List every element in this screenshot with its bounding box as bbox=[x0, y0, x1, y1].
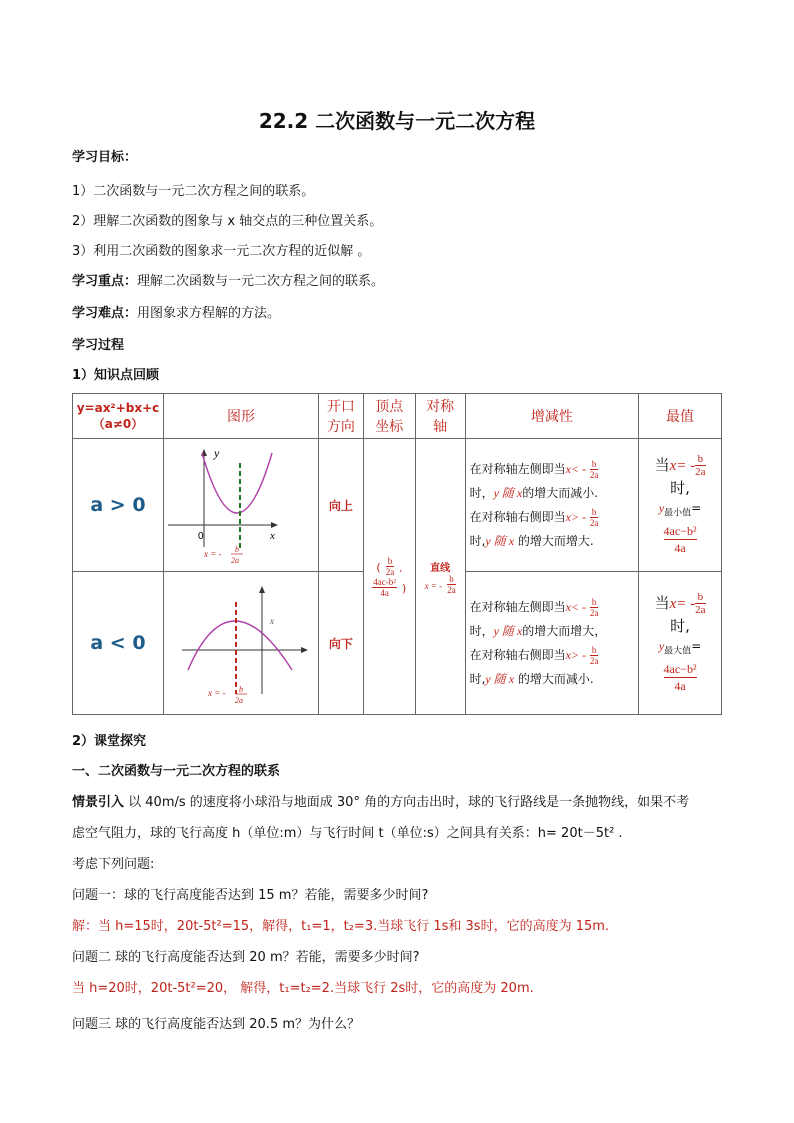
parabola-curve bbox=[188, 621, 292, 670]
vertex-close: ) bbox=[402, 581, 407, 595]
header-axis-l1: 对称 bbox=[426, 399, 455, 415]
vertex-cell bbox=[363, 439, 415, 715]
header-function-condition: （a≠0） bbox=[92, 417, 144, 431]
key-point-label: 学习重点： bbox=[72, 274, 138, 289]
axis-x-label: x = - bbox=[424, 580, 443, 591]
row2-cmp-gt: x> - bbox=[565, 648, 587, 662]
row2-max-den: 2a bbox=[695, 603, 706, 616]
question-3: 问题三 球的飞行高度能否达到 20.5 m？为什么？ bbox=[72, 1017, 361, 1032]
axis-den: 2a bbox=[447, 584, 456, 595]
row1-mono-l3-text: 在对称轴右侧即当 bbox=[469, 510, 566, 524]
row1-mono-l2c: 的增大而减小. bbox=[522, 486, 599, 500]
vertex-y-num: 4ac-b² bbox=[373, 576, 396, 587]
row2-max-d: 4a bbox=[674, 679, 686, 694]
header-vertex-l2: 坐标 bbox=[375, 419, 404, 435]
x-axis-label: x bbox=[269, 616, 274, 626]
row2-opening-direction: 向下 bbox=[318, 572, 363, 715]
header-vertex-l1: 顶点 bbox=[375, 399, 404, 415]
knowledge-table bbox=[72, 393, 722, 715]
axis-frac-denominator: 2a bbox=[234, 696, 243, 705]
symmetry-axis-cell bbox=[415, 439, 465, 715]
header-extremum: 最值 bbox=[639, 394, 722, 439]
row1-mono-line4 bbox=[470, 529, 639, 553]
row1-max-y: y bbox=[658, 500, 665, 515]
row2-cmp-lt: x< - bbox=[565, 600, 587, 614]
downward-parabola-graph bbox=[166, 572, 316, 710]
explore-heading: 2）课堂探究 bbox=[72, 734, 147, 749]
x-axis-arrow-icon bbox=[271, 522, 278, 528]
row2-mono-line2 bbox=[470, 619, 639, 643]
vertex-x-frac bbox=[386, 556, 395, 577]
scenario-text1: 以 40m/s 的速度将小球沿与地面成 30° 角的方向击出时，球的飞行路线是一条抛物线，如果不考 bbox=[124, 795, 690, 810]
page-title: 22.2 二次函数与一元二次方程 bbox=[258, 109, 536, 133]
row2-mono-l4c: 的增大而减小. bbox=[514, 672, 594, 686]
axis-text: 直线 bbox=[430, 562, 451, 574]
row1-mono-line1 bbox=[470, 457, 639, 481]
row1-max-time: 时, bbox=[670, 478, 690, 497]
row1-max-den: 2a bbox=[695, 465, 706, 478]
row1-mono-num1: b bbox=[591, 459, 597, 469]
scenario-line2: 虑空气阻力，球的飞行高度 h（单位:m）与飞行时间 t（单位:s）之间具有关系：h= 20t－5t² . bbox=[72, 826, 623, 841]
row2-max-time: 时, bbox=[670, 616, 690, 635]
row2-mono-l1-text: 在对称轴左侧即当 bbox=[469, 600, 566, 614]
row1-max-eq: = bbox=[691, 500, 702, 515]
scenario-line1 bbox=[72, 791, 689, 810]
row1-mono-l2a: 时， bbox=[469, 486, 494, 500]
row2-mono-line1 bbox=[470, 595, 639, 619]
process-heading: 学习过程 bbox=[72, 338, 125, 353]
row2-mono-l4a: 时, bbox=[469, 672, 486, 686]
row2-mono-line3 bbox=[470, 643, 639, 667]
row1-mono-l1-text: 在对称轴左侧即当 bbox=[469, 462, 566, 476]
row2-graph bbox=[163, 572, 318, 715]
row1-mono-line3 bbox=[470, 505, 639, 529]
header-graph: 图形 bbox=[163, 394, 318, 439]
row2-mono-num2: b bbox=[591, 645, 597, 655]
row1-mono-num2: b bbox=[591, 507, 597, 517]
answer-2: 当 h=20时，20t-5t²=20， 解得，t₁=t₂=2.当球飞行 2s时，它的高度为 20m. bbox=[72, 981, 534, 996]
row2-max-num: b bbox=[695, 591, 705, 604]
row2-monotonicity bbox=[465, 572, 639, 715]
question-1: 问题一：球的飞行高度能否达到 15 m？若能，需要多少时间? bbox=[72, 888, 429, 903]
objective-item: 3）利用二次函数的图象求一元二次方程的近似解 。 bbox=[72, 244, 371, 259]
answer-1: 解：当 h=15时，20t-5t²=15，解得，t₁=1，t₂=3.当球飞行 1s和 3s时，它的高度为 15m. bbox=[72, 919, 610, 934]
vertex-comma: , bbox=[399, 563, 403, 574]
row2-max-line3 bbox=[639, 636, 721, 661]
axis-frac bbox=[447, 574, 456, 595]
row2-max-n: 4ac−b² bbox=[663, 662, 697, 677]
scenario-label: 情景引入 bbox=[72, 795, 125, 810]
row1-monotonicity bbox=[465, 439, 639, 572]
row1-extremum bbox=[639, 439, 722, 572]
axis-frac-denominator: 2a bbox=[230, 556, 239, 565]
row1-cmp-lt: x< - bbox=[565, 462, 587, 476]
row1-opening-direction: 向上 bbox=[318, 439, 363, 572]
row2-max-x: x= - bbox=[669, 595, 696, 612]
row1-max-x: x= - bbox=[669, 457, 696, 474]
objective-item: 2）理解二次函数的图象与 x 轴交点的三种位置关系。 bbox=[72, 214, 383, 229]
row2-mono-l2c: 的增大而增大， bbox=[522, 624, 607, 638]
vertex-x-num: b bbox=[387, 555, 393, 566]
header-opening-l2: 方向 bbox=[326, 419, 355, 435]
row1-graph bbox=[163, 439, 318, 572]
upward-parabola-graph bbox=[166, 439, 316, 567]
row2-mono-l2a: 时， bbox=[469, 624, 494, 638]
axis-frac-numerator: b bbox=[234, 545, 239, 554]
x-axis-arrow-icon bbox=[301, 647, 308, 653]
row1-max-line1 bbox=[639, 453, 721, 478]
row1-cmp-gt: x> - bbox=[565, 510, 587, 524]
header-axis bbox=[415, 394, 465, 439]
axis-frac-numerator: b bbox=[238, 685, 243, 694]
row2-max-sub: 最大值 bbox=[664, 646, 692, 657]
axis-num: b bbox=[449, 573, 454, 584]
row1-max-n: 4ac−b² bbox=[663, 524, 697, 539]
row2-max-line1 bbox=[639, 591, 721, 616]
row2-mono-num1: b bbox=[591, 597, 597, 607]
row1-min-sub: 最小值 bbox=[664, 508, 692, 519]
question-2: 问题二 球的飞行高度能否达到 20 m？若能，需要多少时间? bbox=[72, 950, 420, 965]
difficulty-label: 学习难点： bbox=[72, 306, 138, 321]
vertex-x-den: 2a bbox=[385, 566, 395, 577]
row1-mono-l4a: 时, bbox=[469, 534, 486, 548]
consider-text: 考虑下列问题: bbox=[72, 857, 155, 872]
axis-equation-label: x = - bbox=[207, 688, 226, 698]
row1-condition: a > 0 bbox=[73, 439, 164, 572]
row1-mono-l2b: y 随 x bbox=[493, 486, 523, 500]
row1-max-line3 bbox=[639, 498, 721, 523]
key-point bbox=[72, 270, 384, 289]
header-function bbox=[73, 394, 164, 439]
header-function-formula: y=ax²+bx+c bbox=[76, 401, 160, 415]
vertex-open: ( bbox=[376, 560, 381, 574]
row2-max-eq: = bbox=[691, 638, 702, 653]
row1-max-d: 4a bbox=[674, 541, 686, 556]
parabola-curve bbox=[202, 453, 272, 513]
row1-mono-l4b: y 随 x bbox=[485, 534, 515, 548]
row2-extremum bbox=[639, 572, 722, 715]
header-axis-l2: 轴 bbox=[433, 419, 448, 435]
row1-max-num: b bbox=[695, 453, 705, 466]
row1-mono-l4c: 的增大而增大. bbox=[514, 534, 594, 548]
header-opening bbox=[318, 394, 363, 439]
row1-mono-line2 bbox=[470, 481, 639, 505]
difficulty-text: 用图象求方程解的方法。 bbox=[137, 306, 281, 321]
row2-max-frac bbox=[664, 661, 697, 694]
header-vertex bbox=[363, 394, 415, 439]
row2-max-y: y bbox=[658, 638, 665, 653]
row2-mono-den2: 2a bbox=[589, 656, 599, 666]
row2-mono-l3-text: 在对称轴右侧即当 bbox=[469, 648, 566, 662]
row1-max-frac bbox=[664, 523, 697, 556]
y-axis-arrow-icon bbox=[259, 586, 265, 593]
row1-max-when: 当 bbox=[654, 455, 670, 474]
y-axis-label: y bbox=[213, 446, 220, 460]
objective-item: 1）二次函数与一元二次方程之间的联系。 bbox=[72, 184, 315, 199]
header-monotonicity: 增减性 bbox=[465, 394, 639, 439]
vertex-y-den: 4a bbox=[380, 587, 389, 598]
review-heading: 1）知识点回顾 bbox=[72, 368, 160, 383]
row2-mono-l4b: y 随 x bbox=[485, 672, 515, 686]
origin-label: 0 bbox=[197, 531, 204, 542]
key-point-text: 理解二次函数与一元二次方程之间的联系。 bbox=[137, 274, 385, 289]
row2-mono-l2b: y 随 x bbox=[493, 624, 523, 638]
row1-mono-den2: 2a bbox=[589, 518, 599, 528]
row2-condition: a < 0 bbox=[73, 572, 164, 715]
section1-heading: 一、二次函数与一元二次方程的联系 bbox=[72, 764, 281, 779]
header-opening-l1: 开口 bbox=[326, 399, 355, 415]
vertex-y-frac bbox=[372, 577, 397, 598]
row2-mono-den1: 2a bbox=[589, 608, 599, 618]
row1-mono-den1: 2a bbox=[589, 470, 599, 480]
axis-equation-label: x = - bbox=[203, 549, 222, 559]
objectives-heading: 学习目标： bbox=[72, 150, 138, 165]
x-axis-label: x bbox=[269, 530, 275, 542]
row2-mono-line4 bbox=[470, 667, 639, 691]
difficulty bbox=[72, 302, 280, 321]
row2-max-when: 当 bbox=[654, 593, 670, 612]
